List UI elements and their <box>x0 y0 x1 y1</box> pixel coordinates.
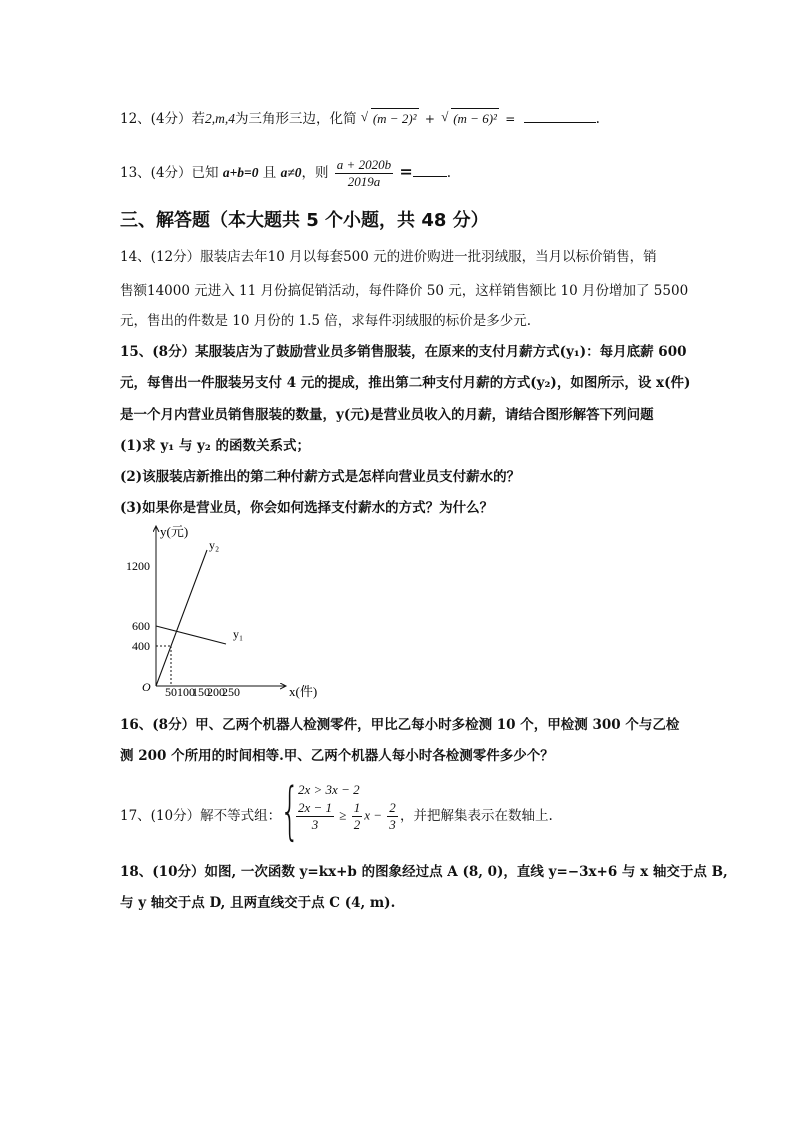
q13-cond1: a+b=0 <box>222 165 259 180</box>
q12-prefix: 12、(4分）若 <box>120 111 206 127</box>
q12-answer-blank[interactable] <box>524 108 596 123</box>
q13-denominator: 2019a <box>347 174 381 189</box>
x-tick-label: 50 <box>165 685 177 699</box>
q13-prefix: 13、(4分）已知 <box>120 165 219 181</box>
question-13 <box>120 152 451 193</box>
origin-label: O <box>142 680 151 694</box>
q14-line-2: 售额14000 元进入 11 月份搞促销活动，每件降价 50 元，这样销售额比 10 月份增加了 5500 <box>120 283 689 299</box>
q13-numerator: a + 2020b <box>336 157 392 172</box>
q17-brace: { <box>280 774 300 847</box>
q12-radical-1: √ (m − 2)² <box>371 108 419 129</box>
x-tick-label: 100 <box>177 685 195 699</box>
q13-equals: = <box>399 162 413 181</box>
q14-line-3: 元，售出的件数是 10 月份的 1.5 倍，求每件羽绒服的标价是多少元. <box>120 313 532 329</box>
q17-t-den: 3 <box>389 817 396 832</box>
q18-line-1: 18、(10分）如图, 一次函数 y=kx+b 的图象经过点 A (8, 0)，直线 y=−3x+6 与 x 轴交于点 B, <box>120 864 728 880</box>
q17-inequality-2 <box>294 800 400 833</box>
q15-sub-3: (3)如果你是营业员，你会如何选择支付薪水的方式？为什么？ <box>120 500 494 516</box>
q15-line-3: 是一个月内营业员销售服装的数量，y(元)是营业员收入的月薪，请结合图形解答下列问题 <box>120 407 654 423</box>
x-tick-label: 250 <box>222 685 240 699</box>
y-tick-label: 600 <box>132 619 150 633</box>
q17-x-minus: x − <box>364 807 382 823</box>
x-tick-label: 200 <box>207 685 225 699</box>
q16-line-2: 测 200 个所用的时间相等.甲、乙两个机器人每小时各检测零件多少个？ <box>120 748 554 764</box>
q12-end: . <box>595 111 600 127</box>
q17-frac-num: 2x − 1 <box>298 800 333 815</box>
q17-half-den: 2 <box>353 817 361 832</box>
q14-line-1: 14、(12分）服装店去年10 月以每套500 元的进价购进一批羽绒服，当月以标价销售，销 <box>120 249 657 265</box>
q17-suffix: ，并把解集表示在数轴上. <box>400 808 553 824</box>
q18-line-2: 与 y 轴交于点 D, 且两直线交于点 C (4, m). <box>120 895 396 911</box>
q17-prefix: 17、(10分）解不等式组： <box>120 808 282 824</box>
q16-line-1: 16、(8分）甲、乙两个机器人检测零件，甲比乙每小时多检测 10 个，甲检测 300 个与乙检 <box>120 717 680 733</box>
q17-half-num: 1 <box>353 800 361 815</box>
q12-plus: + <box>424 112 435 126</box>
series-line-y2 <box>156 550 207 686</box>
question-12 <box>120 108 600 129</box>
series-label-y1: y₁ <box>233 627 244 641</box>
x-tick-label: 150 <box>192 685 210 699</box>
salary-chart <box>118 518 358 703</box>
q15-line-2: 元，每售出一件服装另支付 4 元的提成，推出第二种支付月薪的方式(y₂)，如图所示，设 x(件) <box>120 375 691 391</box>
y-axis-label: y(元) <box>160 524 189 539</box>
series-line-y1 <box>156 626 226 644</box>
q13-fraction <box>335 157 393 190</box>
y-tick-label: 400 <box>132 639 150 653</box>
q15-sub-2: (2)该服装店新推出的第二种付薪方式是怎样向营业员支付薪水的？ <box>120 469 521 485</box>
q17-t-num: 2 <box>389 800 396 815</box>
q15-line-1: 15、(8分）某服装店为了鼓励营业员多销售服装，在原来的支付月薪方式(y₁)：每月底薪 600 <box>120 344 687 360</box>
q17-inequality-1: 2x > 3x − 2 <box>298 782 360 797</box>
q17-ge: ≥ <box>339 807 347 823</box>
section-title: 三、解答题（本大题共 5 个小题，共 48 分） <box>120 210 489 231</box>
y-tick-label: 1200 <box>126 559 150 573</box>
q12-vars: 2,m,4 <box>205 111 236 126</box>
series-label-y2: y₂ <box>209 538 220 552</box>
q12-mid: 为三角形三边，化简 <box>235 111 357 127</box>
q13-answer-blank[interactable] <box>413 162 447 177</box>
x-axis-label: x(件) <box>289 684 318 699</box>
q13-cond2: a≠0 <box>280 165 302 180</box>
q13-end: . <box>446 165 452 181</box>
q17-frac-den: 3 <box>311 817 319 832</box>
q13-mid: 且 <box>262 165 277 181</box>
q12-radical-2: √ (m − 6)² <box>451 108 499 129</box>
q15-sub-1: (1)求 y₁ 与 y₂ 的函数关系式； <box>120 438 310 454</box>
q12-equals: = <box>505 112 516 126</box>
q13-then: ，则 <box>301 165 329 181</box>
